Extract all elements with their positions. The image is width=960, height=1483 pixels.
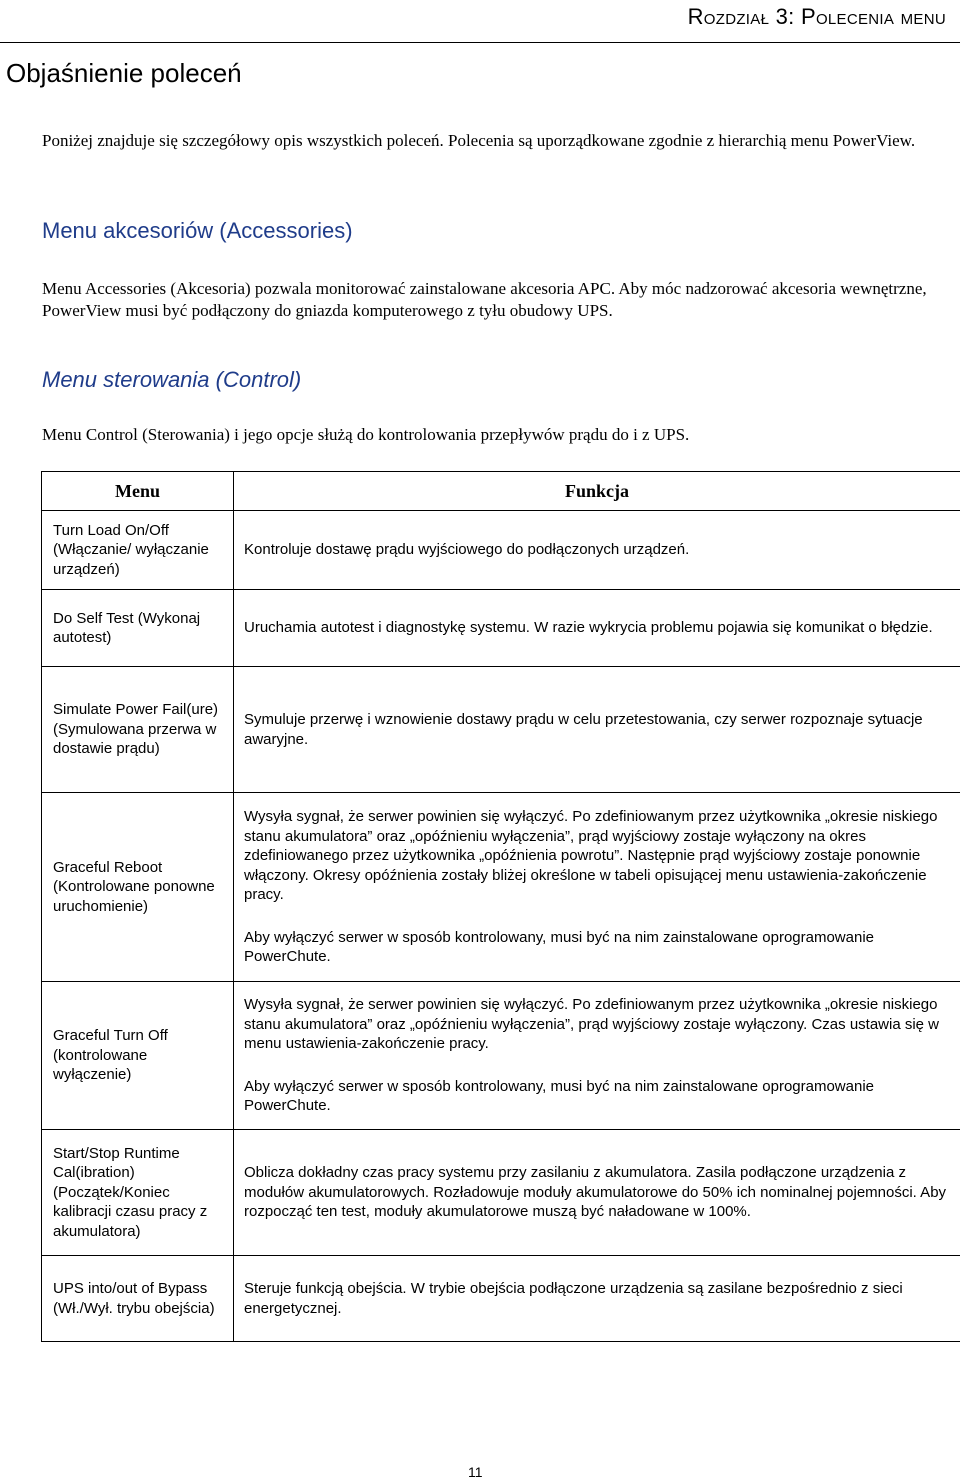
function-cell xyxy=(234,1130,960,1256)
function-text: Aby wyłączyć serwer w sposób kontrolowany, musi być na nim zainstalowane oprogramowanie PowerChute. xyxy=(244,928,874,966)
function-text: Uruchamia autotest i diagnostykę systemu. W razie wykrycia problemu pojawia się komunikat o błędzie. xyxy=(244,619,933,637)
header-rule xyxy=(0,42,960,43)
page-title: Objaśnienie poleceń xyxy=(6,58,242,88)
menu-cell: Start/Stop Runtime Cal(ibration) (Początek/Koniec kalibracji czasu pracy z akumulatora) xyxy=(42,1130,234,1256)
menu-column-header: Menu xyxy=(42,472,234,511)
intro-paragraph: Poniżej znajduje się szczegółowy opis wszystkich poleceń. Polecenia są uporządkowane zgodnie z hierarchią menu PowerView. xyxy=(42,131,916,150)
function-text: Aby wyłączyć serwer w sposób kontrolowany, musi być na nim zainstalowane oprogramowanie PowerChute. xyxy=(244,1077,874,1115)
accessories-section-title: Menu akcesoriów (Accessories) xyxy=(42,218,353,243)
table-row xyxy=(42,590,960,667)
function-cell xyxy=(234,1256,960,1342)
function-cell xyxy=(234,511,960,590)
table-row xyxy=(42,667,960,793)
menu-cell: Do Self Test (Wykonaj autotest) xyxy=(42,590,234,667)
menu-cell: UPS into/out of Bypass (Wł./Wył. trybu obejścia) xyxy=(42,1256,234,1342)
menu-cell: Simulate Power Fail(ure) (Symulowana przerwa w dostawie prądu) xyxy=(42,667,234,793)
function-text: Wysyła sygnał, że serwer powinien się wyłączyć. Po zdefiniowanym przez użytkownika „okresie niskiego stanu akumulatora” oraz „opóźnieniu wyłączenia”, prąd wyjściowy zostaje wyłączony. Czas ustawia się w menu ustawienia-zakończenie pracy. xyxy=(244,996,940,1053)
function-text: Kontroluje dostawę prądu wyjściowego do podłączonych urządzeń. xyxy=(244,541,690,559)
table-row xyxy=(42,1130,960,1256)
table-row xyxy=(42,1256,960,1342)
menu-cell: Graceful Turn Off (kontrolowane wyłączenie) xyxy=(42,982,234,1130)
control-section-title: Menu sterowania (Control) xyxy=(42,367,302,392)
page-number: 11 xyxy=(468,1464,483,1480)
menu-cell: Graceful Reboot (Kontrolowane ponowne uruchomienie) xyxy=(42,793,234,982)
accessories-paragraph: Menu Accessories (Akcesoria) pozwala monitorować zainstalowane akcesoria APC. Aby móc nadzorować akcesoria wewnętrzne, PowerView musi być podłączony do gniazda komputerowego z tyłu obudowy UPS. xyxy=(42,279,927,320)
table-row xyxy=(42,793,960,982)
chapter-header: Rozdział 3: Polecenia menu xyxy=(687,4,946,29)
table-row xyxy=(42,982,960,1130)
table-header-row xyxy=(42,472,960,511)
function-cell xyxy=(234,590,960,667)
function-text: Wysyła sygnał, że serwer powinien się wyłączyć. Po zdefiniowanym przez użytkownika „okresie niskiego stanu akumulatora” oraz „opóźnieniu wyłączenia”, prąd wyjściowy zostaje wyłączony na okres zdefiniowanego przez użytkownika „opóźnienia powrotu”. Następnie prąd wyjściowy zostaje ponownie włączony. Okresy opóźnienia zostały bliżej określone w tabeli opisującej menu ustawienia-zakończenie pracy. xyxy=(244,808,938,904)
menu-cell: Turn Load On/Off (Włączanie/ wyłączanie urządzeń) xyxy=(42,511,234,590)
function-text: Symuluje przerwę i wznowienie dostawy prądu w celu przetestowania, czy serwer rozpoznaje sytuacje awaryjne. xyxy=(244,711,923,748)
function-cell xyxy=(234,793,960,982)
function-text: Steruje funkcją obejścia. W trybie obejścia podłączone urządzenia są zasilane bezpośrednio z sieci energetycznej. xyxy=(244,1280,903,1317)
function-cell xyxy=(234,667,960,793)
function-column-header: Funkcja xyxy=(234,472,960,511)
function-cell xyxy=(234,982,960,1130)
table-row xyxy=(42,511,960,590)
function-text: Oblicza dokładny czas pracy systemu przy zasilaniu z akumulatora. Zasila podłączone urządzenia z modułów akumulatorowych. Rozładowuje moduły akumulatorowe do 50% ich nominalnej pojemności. Aby rozpocząć ten test, moduły akumulatorowe muszą być naładowane w 100%. xyxy=(244,1164,947,1221)
control-paragraph: Menu Control (Sterowania) i jego opcje służą do kontrolowania przepływów prądu do i z UPS. xyxy=(42,425,690,444)
control-commands-table xyxy=(41,471,960,1342)
